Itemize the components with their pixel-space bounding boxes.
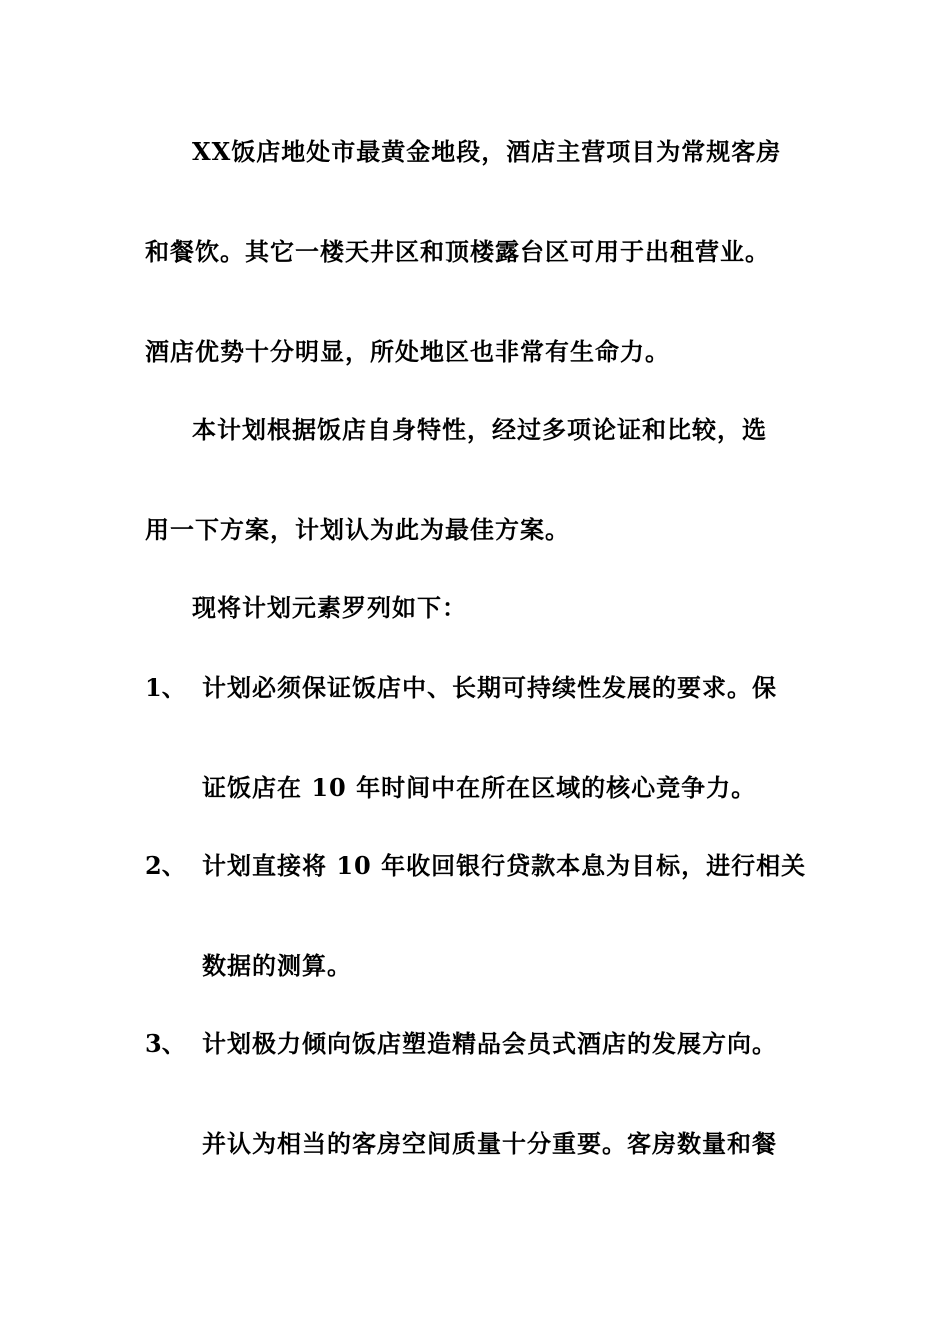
paragraph-1-line-3: 酒店优势十分明显，所处地区也非常有生命力。 <box>145 337 670 366</box>
list-item-1-line-2: 证饭店在 10 年时间中在所在区域的核心竞争力。 <box>202 773 757 802</box>
paragraph-2-line-1: 本计划根据饭店自身特性，经过多项论证和比较，选 <box>192 415 767 444</box>
list-item-1-number: 1、 <box>145 673 186 702</box>
list-item-3-line-1: 计划极力倾向饭店塑造精品会员式酒店的发展方向。 <box>202 1029 777 1058</box>
list-item-1-line-1: 计划必须保证饭店中、长期可持续性发展的要求。保 <box>202 673 777 702</box>
list-item-2-line-1: 计划直接将 10 年收回银行贷款本息为目标，进行相关 <box>202 851 807 880</box>
paragraph-3-line-1: 现将计划元素罗列如下： <box>192 593 467 622</box>
paragraph-1-line-2: 和餐饮。其它一楼天井区和顶楼露台区可用于出租营业。 <box>145 237 770 266</box>
list-item-3-number: 3、 <box>145 1029 186 1058</box>
paragraph-2-line-2: 用一下方案，计划认为此为最佳方案。 <box>145 515 570 544</box>
list-item-2-number: 2、 <box>145 851 186 880</box>
list-item-3-line-2: 并认为相当的客房空间质量十分重要。客房数量和餐 <box>202 1129 777 1158</box>
paragraph-1-line-1: XX饭店地处市最黄金地段，酒店主营项目为常规客房 <box>192 137 782 166</box>
list-item-2-line-2: 数据的测算。 <box>202 951 352 980</box>
